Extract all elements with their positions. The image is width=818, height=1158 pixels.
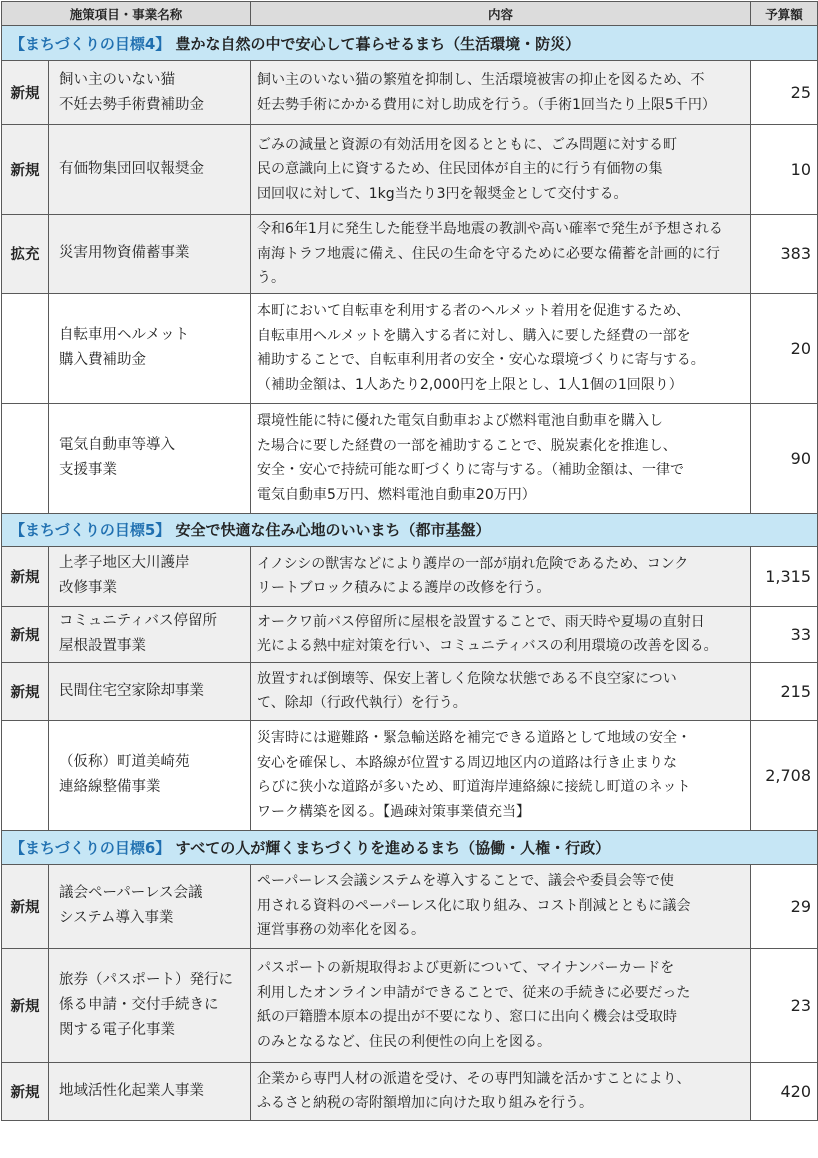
description-line: 南海トラフ地震に備え、住民の生命を守るために必要な備蓄を計画的に行う。 — [257, 245, 720, 286]
status-tag: 新規 — [2, 61, 49, 125]
status-tag: 新規 — [2, 948, 49, 1062]
status-tag — [2, 720, 49, 830]
description-line: 利用したオンライン申請ができることで、従来の手続きに必要だった — [257, 984, 691, 1001]
description-line: イノシシの獣害などにより護岸の一部が崩れ危険であるため、コンク — [257, 555, 689, 572]
project-name-line: 議会ペーパーレス会議 — [59, 885, 203, 901]
project-description — [251, 61, 751, 125]
project-name — [49, 215, 251, 294]
project-name — [49, 864, 251, 948]
description-line: 自転車用ヘルメットを購入する者に対し、購入に要した経費の一部を — [257, 327, 691, 344]
status-tag — [2, 293, 49, 403]
project-name — [49, 293, 251, 403]
project-description — [251, 1062, 751, 1120]
table-row — [2, 606, 818, 662]
table-row — [2, 61, 818, 125]
budget-amount: 20 — [751, 293, 818, 403]
project-name-line: 電気自動車等導入 — [59, 437, 175, 453]
table-row — [2, 215, 818, 294]
status-tag — [2, 403, 49, 513]
table-row — [2, 546, 818, 606]
project-description — [251, 125, 751, 215]
project-name-line: 自転車用ヘルメット — [59, 327, 190, 343]
project-name-line: 民間住宅空家除却事業 — [59, 682, 204, 699]
project-description — [251, 215, 751, 294]
description-line: 放置すれば倒壊等、保安上著しく危険な状態である不良空家につい — [257, 670, 677, 687]
description-line: 民の意識向上に資するため、住民団体が自主的に行う有価物の集 — [257, 161, 663, 178]
description-line: ペーパーレス会議システムを導入することで、議会や委員会等で使 — [257, 873, 674, 890]
project-description — [251, 948, 751, 1062]
description-line: 妊去勢手術にかかる費用に対し助成を行う。（手術1回当たり上限5千円） — [257, 96, 716, 113]
status-tag: 新規 — [2, 125, 49, 215]
project-description — [251, 293, 751, 403]
project-name — [49, 403, 251, 513]
status-tag: 新規 — [2, 662, 49, 720]
status-tag: 新規 — [2, 864, 49, 948]
description-line: 安全・安心で持続可能な町づくりに寄与する。（補助金額は、一律で — [257, 462, 685, 478]
budget-amount: 10 — [751, 125, 818, 215]
header-description: 内容 — [251, 2, 751, 26]
project-name — [49, 720, 251, 830]
section-title: 豊かな自然の中で安心して暮らせるまち（生活環境・防災） — [175, 34, 581, 53]
project-name-line: 改修事業 — [59, 580, 117, 596]
project-name — [49, 662, 251, 720]
project-name-line: 飼い主のいない猫 — [59, 71, 175, 88]
budget-amount: 23 — [751, 948, 818, 1062]
budget-amount: 33 — [751, 606, 818, 662]
budget-amount: 215 — [751, 662, 818, 720]
status-tag: 新規 — [2, 606, 49, 662]
description-line: て、除却（行政代執行）を行う。 — [257, 695, 467, 711]
status-tag: 拡充 — [2, 215, 49, 294]
status-tag: 新規 — [2, 1062, 49, 1120]
project-name — [49, 1062, 251, 1120]
section-title: 安全で快適な住み心地のいいまち（都市基盤） — [175, 521, 491, 539]
budget-amount: 420 — [751, 1062, 818, 1120]
project-description — [251, 546, 751, 606]
description-line: 環境性能に特に優れた電気自動車および燃料電池自動車を購入し — [257, 413, 664, 429]
project-name-line: 旅券（パスポート）発行に — [59, 971, 233, 988]
section-header — [2, 26, 818, 61]
header-amount: 予算額 — [751, 2, 818, 26]
description-line: 災害時には避難路・緊急輸送路を補完できる道路として地域の安全・ — [257, 730, 692, 746]
description-line: （補助金額は、1人あたり2,000円を上限とし、1人1個の1回限り） — [257, 376, 683, 393]
project-description — [251, 403, 751, 513]
project-name-line: 不妊去勢手術費補助金 — [59, 96, 204, 113]
project-name — [49, 546, 251, 606]
section-header — [2, 513, 818, 546]
section-goal: 【まちづくりの目標4】 — [10, 34, 171, 53]
description-line: オークワ前バス停留所に屋根を設置することで、雨天時や夏場の直射日 — [257, 613, 705, 630]
description-line: のみとなるなど、住民の利便性の向上を図る。 — [257, 1033, 552, 1050]
description-line: 安心を確保し、本路線が位置する周辺地区内の道路は行き止まりな — [257, 754, 678, 771]
project-name — [49, 61, 251, 125]
project-description — [251, 662, 751, 720]
description-line: 補助することで、自転車利用者の安全・安心な環境づくりに寄与する。 — [257, 352, 705, 368]
table-row — [2, 864, 818, 948]
project-name-line: 連絡線整備事業 — [59, 779, 161, 795]
project-name-line: （仮称）町道美崎苑 — [59, 754, 190, 770]
description-line: た場合に要した経費の一部を補助することで、脱炭素化を推進し、 — [257, 437, 677, 454]
project-name-line: 災害用物資備蓄事業 — [59, 245, 190, 262]
description-line: 紙の戸籍謄本原本の提出が不要になり、窓口に出向く機会は受取時 — [257, 1009, 678, 1025]
table-body — [2, 26, 818, 1121]
description-line: 企業から専門人材の派遣を受け、その専門知識を活かすことにより、 — [257, 1070, 691, 1087]
table-row — [2, 1062, 818, 1120]
section-header-row — [2, 830, 818, 864]
project-name-line: 関する電子化事業 — [59, 1021, 175, 1038]
budget-amount: 383 — [751, 215, 818, 294]
project-name-line: 有価物集団回収報奨金 — [59, 161, 204, 177]
project-name-line: 購入費補助金 — [59, 352, 146, 368]
project-name-line: 屋根設置事業 — [59, 638, 146, 654]
section-header-row — [2, 513, 818, 546]
description-line: 団回収に対して、1kg当たり3円を報奨金として交付する。 — [257, 185, 628, 202]
description-line: ふるさと納税の寄附額増加に向けた取り組みを行う。 — [257, 1095, 594, 1111]
description-line: らびに狭小な道路が多いため、町道海岸連絡線に接続し町道のネット — [257, 779, 691, 795]
project-name — [49, 125, 251, 215]
project-name-line: システム導入事業 — [59, 910, 174, 926]
description-line: 光による熱中症対策を行い、コミュニティバスの利用環境の改善を図る。 — [257, 638, 718, 654]
section-goal: 【まちづくりの目標5】 — [10, 521, 171, 539]
project-name-line: 地域活性化起業人事業 — [59, 1082, 204, 1099]
project-name-line: コミュニティバス停留所 — [59, 613, 218, 629]
description-line: 運営事務の効率化を図る。 — [257, 922, 426, 939]
budget-amount: 25 — [751, 61, 818, 125]
description-line: 令和6年1月に発生した能登半島地震の教訓や高い確率で発生が予想される — [257, 221, 723, 237]
description-line: リートブロック積みによる護岸の改修を行う。 — [257, 580, 551, 596]
header-row — [2, 2, 818, 26]
project-name — [49, 948, 251, 1062]
project-name — [49, 606, 251, 662]
project-name-line: 上孝子地区大川護岸 — [59, 555, 190, 571]
budget-table — [1, 1, 818, 1121]
table-row — [2, 293, 818, 403]
description-line: ワーク構築を図る。【過疎対策事業債充当】 — [257, 803, 531, 820]
section-goal: 【まちづくりの目標6】 — [10, 838, 171, 857]
project-description — [251, 606, 751, 662]
table-row — [2, 403, 818, 513]
status-tag: 新規 — [2, 546, 49, 606]
header-name: 施策項目・事業名称 — [2, 2, 251, 26]
description-line: ごみの減量と資源の有効活用を図るとともに、ごみ問題に対する町 — [257, 136, 678, 153]
section-header — [2, 830, 818, 864]
description-line: 本町において自転車を利用する者のヘルメット着用を促進するため、 — [257, 303, 691, 319]
table-row — [2, 948, 818, 1062]
table-row — [2, 720, 818, 830]
section-title: すべての人が輝くまちづくりを進めるまち（協働・人権・行政） — [175, 838, 611, 857]
budget-amount: 1,315 — [751, 546, 818, 606]
description-line: 用される資料のペーパーレス化に取り組み、コスト削減とともに議会 — [257, 897, 691, 914]
table-row — [2, 125, 818, 215]
project-name-line: 係る申請・交付手続きに — [59, 996, 219, 1013]
budget-amount: 2,708 — [751, 720, 818, 830]
section-header-row — [2, 26, 818, 61]
budget-amount: 29 — [751, 864, 818, 948]
project-name-line: 支援事業 — [59, 462, 117, 478]
description-line: 電気自動車5万円、燃料電池自動車20万円） — [257, 486, 536, 503]
description-line: パスポートの新規取得および更新について、マイナンバーカードを — [257, 960, 675, 976]
project-description — [251, 720, 751, 830]
description-line: 飼い主のいない猫の繁殖を抑制し、生活環境被害の抑止を図るため、不 — [257, 72, 705, 88]
project-description — [251, 864, 751, 948]
table-row — [2, 662, 818, 720]
budget-amount: 90 — [751, 403, 818, 513]
